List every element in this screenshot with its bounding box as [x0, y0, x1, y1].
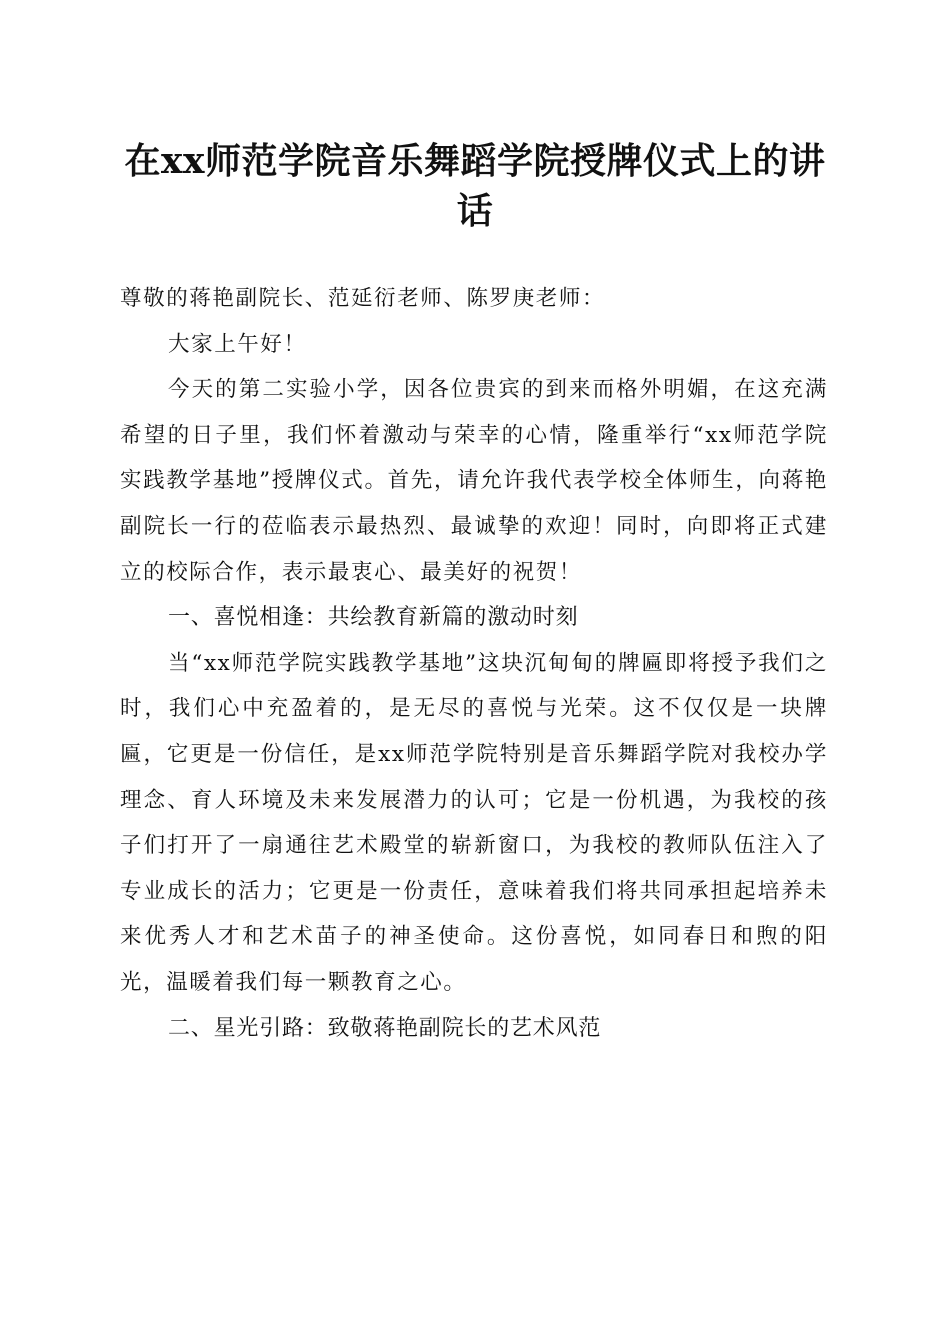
- section-heading-2: 二、星光引路：致敬蒋艳副院长的艺术风范: [168, 1015, 602, 1041]
- section-heading-1: 一、喜悦相逢：共绘教育新篇的激动时刻: [168, 605, 579, 631]
- document-title: 在xx师范学院音乐舞蹈学院授牌仪式上的讲话: [124, 140, 826, 232]
- document-body: [120, 276, 828, 1051]
- section-1-paragraph: 当“xx师范学院实践教学基地”这块沉甸甸的牌匾即将授予我们之时，我们心中充盈着的，是无尽的喜悦与光荣。这不仅仅是一块牌匾，它更是一份信任，是xx师范学院特别是音乐舞蹈学院对我校办学理念、育人环境及未来发展潜力的认可；它是一份机遇，为我校的孩子们打开了一扇通往艺术殿堂的崭新窗口，为我校的教师队伍注入了专业成长的活力；它更是一份责任，意味着我们将共同承担起培养未来优秀人才和艺术苗子的神圣使命。这份喜悦，如同春日和煦的阳光，温暖着我们每一颗教育之心。: [120, 650, 828, 995]
- intro-paragraph: 今天的第二实验小学，因各位贵宾的到来而格外明媚，在这充满希望的日子里，我们怀着激动与荣幸的心情，隆重举行“xx师范学院实践教学基地”授牌仪式。首先，请允许我代表学校全体师生，向蒋艳副院长一行的莅临表示最热烈、最诚挚的欢迎！同时，向即将正式建立的校际合作，表示最衷心、最美好的祝贺！: [120, 377, 828, 585]
- salutation: 尊敬的蒋艳副院长、范延衍老师、陈罗庚老师：: [120, 286, 606, 311]
- greeting: 大家上午好！: [168, 331, 307, 357]
